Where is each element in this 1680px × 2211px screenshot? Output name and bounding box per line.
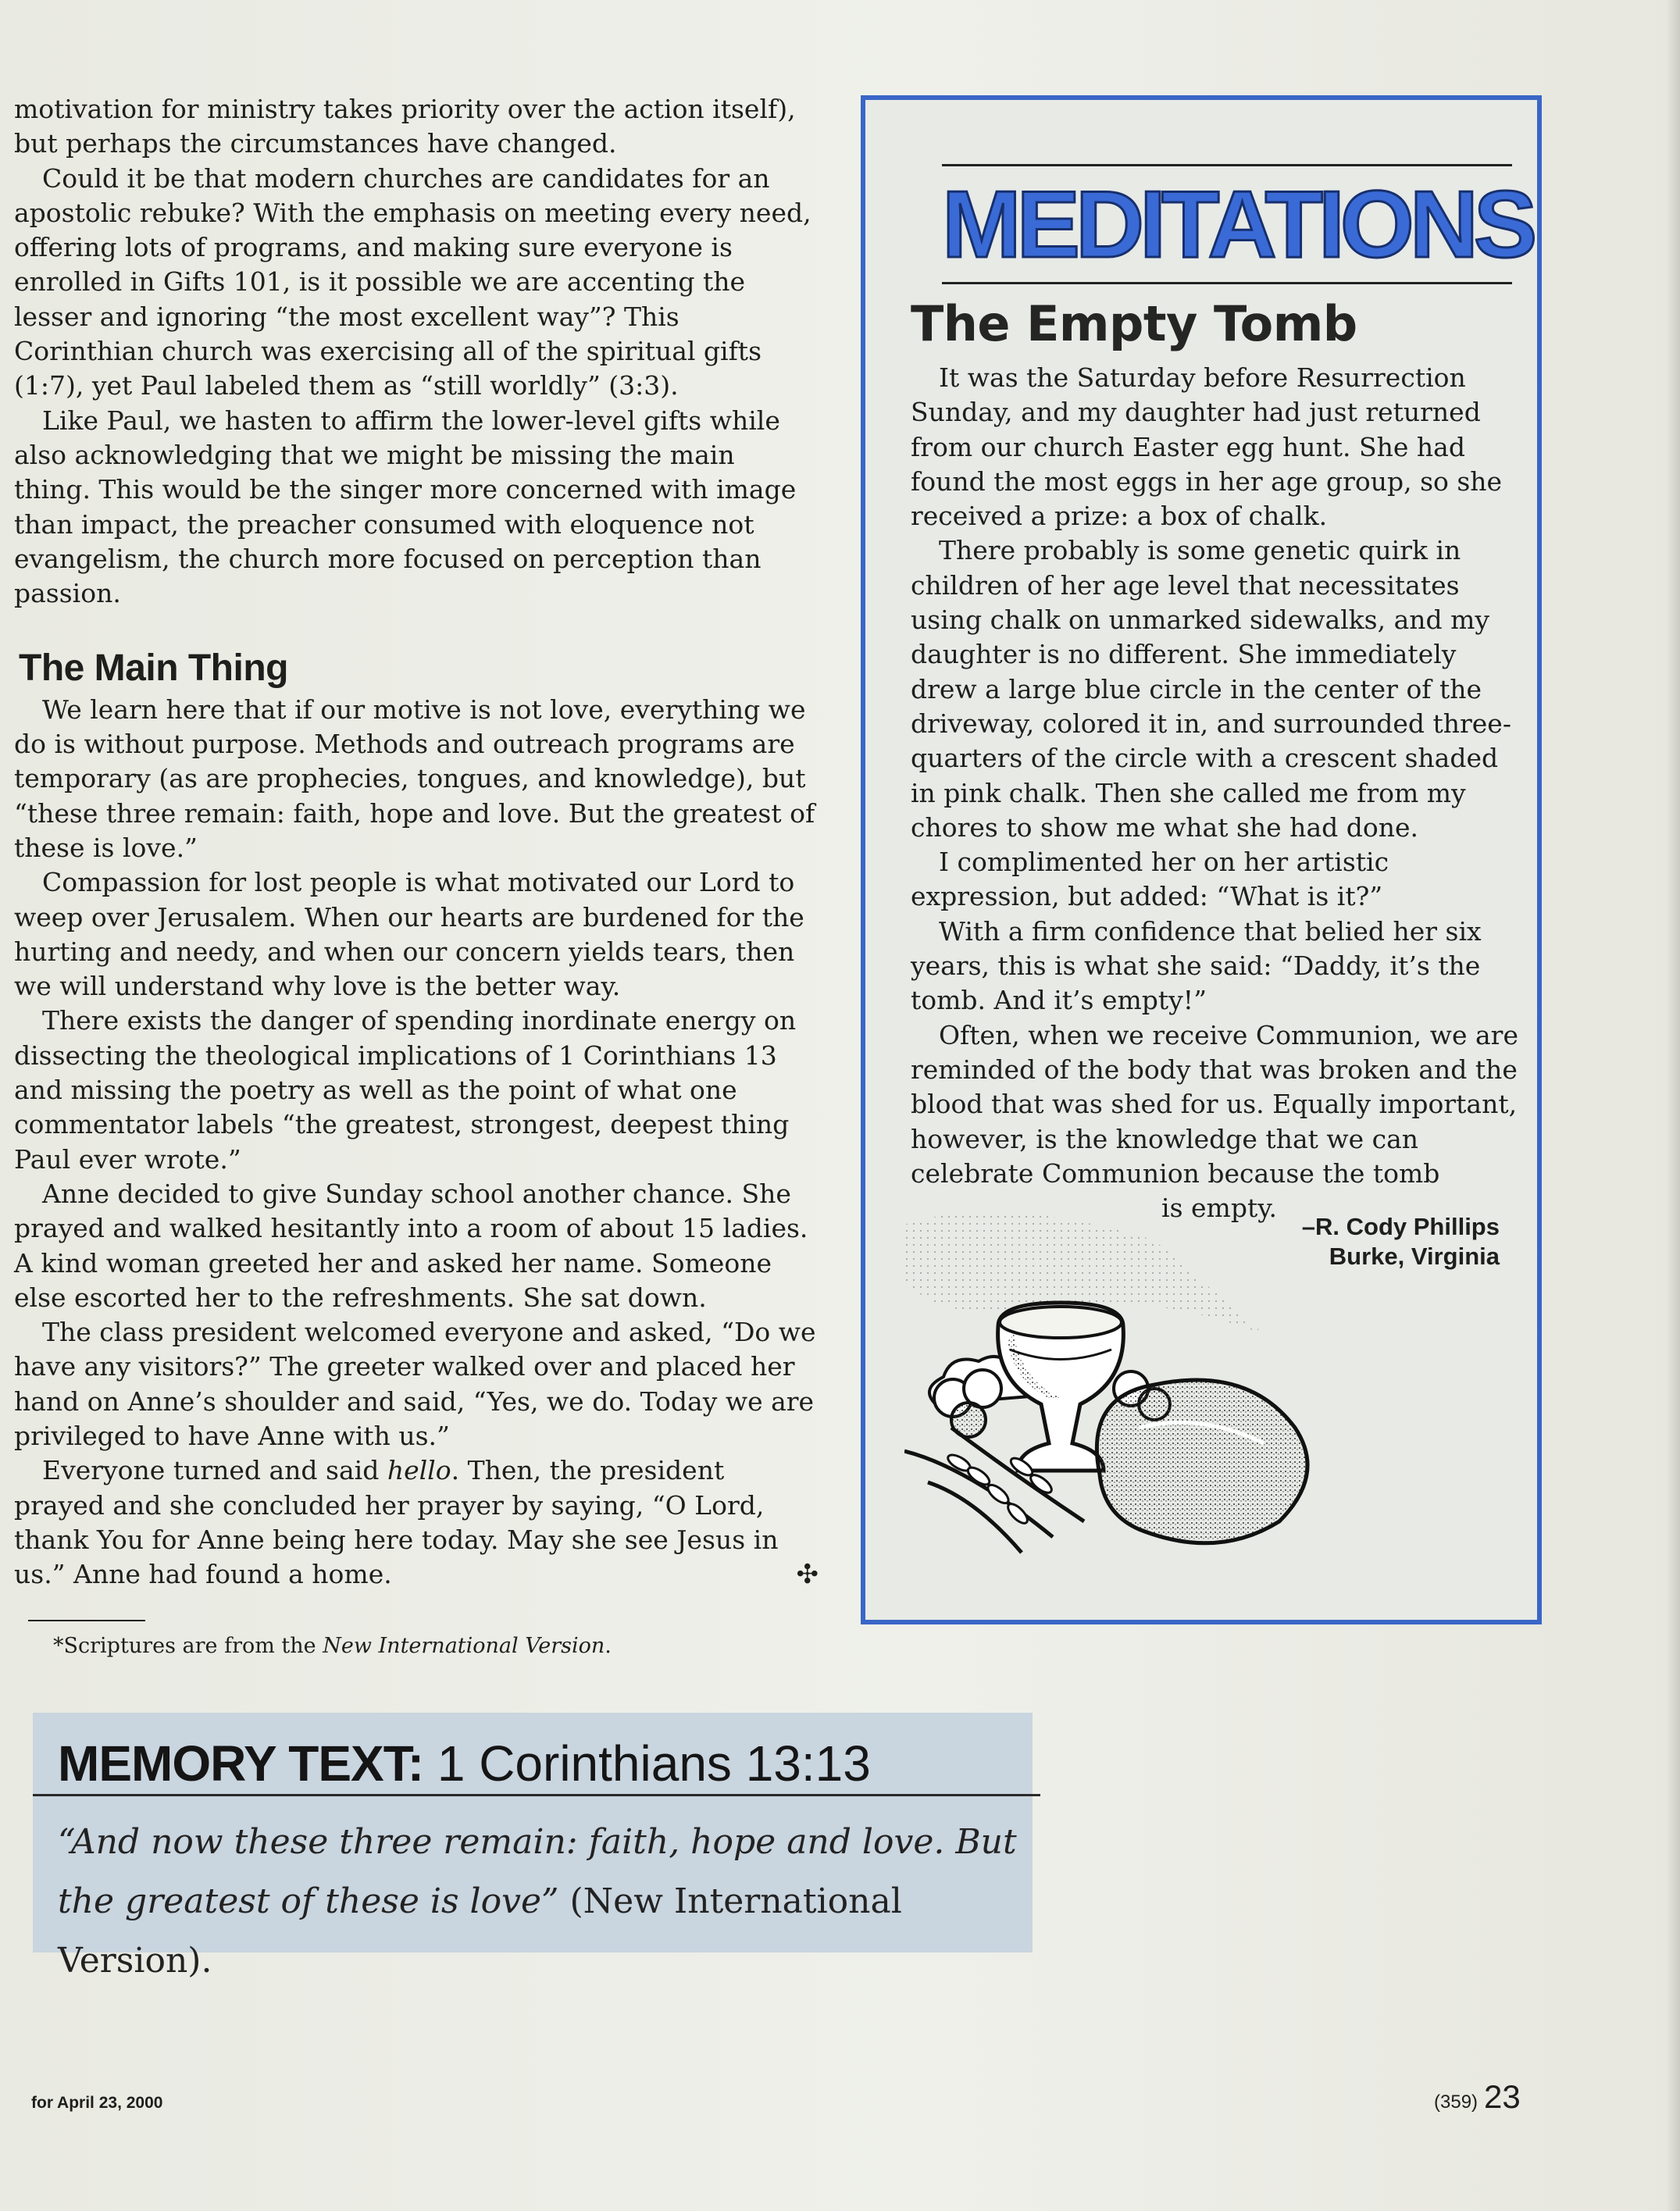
text-run: Everyone turned and said — [42, 1455, 387, 1486]
article-body — [911, 361, 1528, 1225]
verse-plain: (New International Version). — [58, 1881, 902, 1981]
page-number: 23 — [1484, 2078, 1521, 2115]
logo-text: MEDITATIONS — [942, 171, 1533, 277]
paragraph: Compassion for lost people is what motivated our Lord to weep over Jerusalem. When our hearts are burdened for the hurting and needy, and when our concern yields tears, then we will understand why love is the better way. — [14, 867, 804, 1002]
memory-verse — [58, 1813, 1026, 1991]
footer-page — [1434, 2078, 1521, 2116]
paragraph: The class president welcomed everyone and asked, “Do we have any visitors?” The greeter walked over and placed her hand on Anne’s shoulder and said, “Yes, we do. Today we are privileged to have Anne with us.” — [14, 1317, 816, 1451]
end-mark-icon: ✣ — [796, 1559, 819, 1591]
paragraph: There probably is some genetic quirk in children of her age level that necessitates using chalk on unmarked sidewalks, and my daughter is no different. She immediately drew a large blue circle in the center of the driveway, colored it in, and surrounded three-quarters of the circle with a crescent shaded in pink chalk. Then she called me from my chores to show me what she had done. — [911, 535, 1511, 843]
left-column — [14, 92, 819, 1664]
page-edge — [1666, 0, 1680, 2211]
paragraph: Anne decided to give Sunday school another chance. She prayed and walked hesitantly into a room of about 15 ladies. A kind woman greeted her and asked her name. Someone else escorted her to the refreshments. She sat down. — [14, 1178, 808, 1313]
memory-reference: 1 Corinthians 13:13 — [437, 1735, 871, 1792]
page-code: (359) — [1434, 2092, 1478, 2113]
meditations-logo — [942, 164, 1533, 284]
section-heading: The Main Thing — [19, 647, 288, 690]
byline-name: –R. Cody Phillips — [1301, 1213, 1500, 1240]
memory-divider — [33, 1794, 1040, 1796]
memory-heading — [58, 1735, 871, 1792]
verse-italic: “And now these three remain: faith, hope and love. But the greatest of these is love” — [58, 1822, 1017, 1921]
paragraph-last — [14, 1453, 819, 1592]
paragraph: I complimented her on her artistic expression, but added: “What is it?” — [911, 847, 1389, 912]
paragraph: motivation for ministry takes priority over the action itself), but perhaps the circumstances have changed. — [14, 94, 796, 159]
paragraph: There exists the danger of spending inordinate energy on dissecting the theological implications of 1 Corinthians 13 and missing the poetry as well as the point of what one commentator labels “the greatest, strongest, deepest thing Paul ever wrote.” — [14, 1005, 797, 1175]
paragraph: With a firm confidence that belied her six years, this is what she said: “Daddy, it’s the tomb. And it’s empty!” — [911, 915, 1482, 1016]
footnote-divider — [28, 1620, 145, 1621]
article-title: The Empty Tomb — [911, 295, 1357, 352]
meditations-box — [861, 95, 1542, 1624]
closing-line: is empty. — [1161, 1193, 1277, 1224]
paragraph: We learn here that if our motive is not love, everything we do is without purpose. Methods and outreach programs are temporary (as are prophecies, tongues, and knowledge), but “these three remain: faith, hope and love. But the greatest of these is love.” — [14, 694, 815, 863]
text-run: . — [605, 1634, 612, 1659]
footnote — [53, 1629, 819, 1664]
italic-run: New International Version — [323, 1634, 605, 1659]
italic-run: hello — [387, 1455, 451, 1486]
text-run: . Then, the president prayed and she concluded her prayer by saying, “O Lord, thank You for Anne being here today. May she see Jesus in us.” Anne had found a home. — [14, 1455, 779, 1590]
text-run: *Scriptures are from the — [53, 1634, 323, 1659]
byline-place: Burke, Virginia — [1329, 1243, 1500, 1270]
paragraph: Could it be that modern churches are candidates for an apostolic rebuke? With the emphasis on meeting every need, offering lots of programs, and making sure everyone is enrolled in Gifts 101, is it possible we are accenting the lesser and ignoring “the most excellent way”? This Corinthian church was exercising all of the spiritual gifts (1:7), yet Paul labeled them as “still worldly” (3:3). — [14, 162, 811, 401]
paragraph: Often, when we receive Communion, we are reminded of the body that was broken and the blood that was shed for us. Equally important, however, is the knowledge that we can celebrate Communion because the tomb — [911, 1019, 1518, 1189]
paragraph: Like Paul, we hasten to affirm the lower-level gifts while also acknowledging that we might be missing the main thing. This would be the singer more concerned with image than impact, the preacher consumed with eloquence not evangelism, the church more focused on perception than passion. — [14, 405, 797, 609]
memory-label: MEMORY TEXT: — [58, 1735, 424, 1792]
memory-text-box — [33, 1713, 1033, 1981]
footer-date: for April 23, 2000 — [31, 2094, 163, 2112]
communion-illustration — [904, 1193, 1342, 1584]
paragraph: It was the Saturday before Resurrection Sunday, and my daughter had just returned from our church Easter egg hunt. She had found the most eggs in her age group, so she received a prize: a box of chalk. — [911, 362, 1503, 532]
